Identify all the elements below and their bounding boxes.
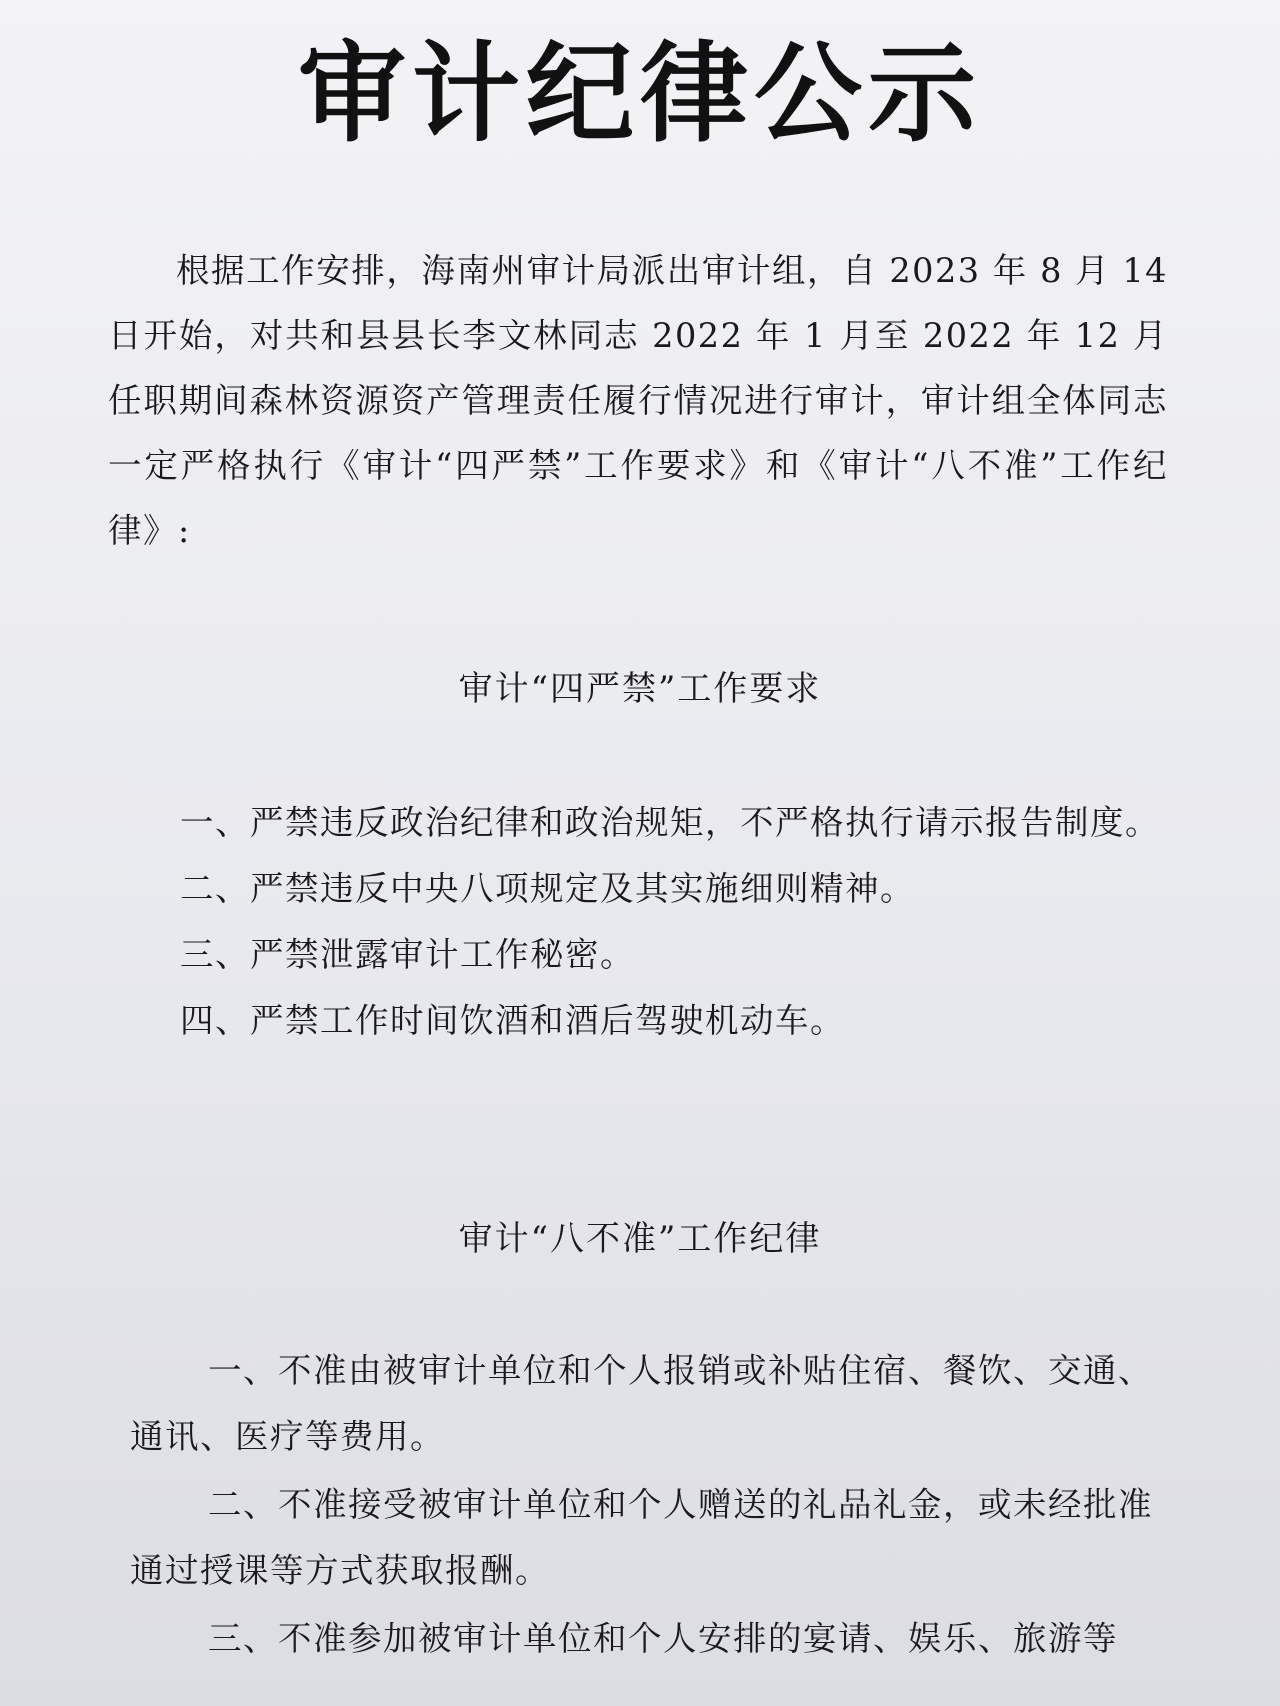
list-item: 一、严禁违反政治纪律和政治规矩，不严格执行请示报告制度。	[180, 803, 1160, 842]
section-heading-eight-rules: 审计“八不准”工作纪律	[458, 1219, 822, 1259]
list-item: 三、不准参加被审计单位和个人安排的宴请、娱乐、旅游等	[208, 1619, 1118, 1658]
section-heading-four-prohibitions: 审计“四严禁”工作要求	[458, 669, 822, 709]
eight-rules-list	[130, 1338, 1170, 1674]
four-prohibitions-list	[180, 790, 1170, 1054]
document-title: 审计纪律公示	[297, 32, 982, 157]
list-item: 二、严禁违反中央八项规定及其实施细则精神。	[180, 869, 915, 908]
list-item: 三、严禁泄露审计工作秘密。	[180, 935, 635, 974]
list-item: 二、不准接受被审计单位和个人赠送的礼品礼金，或未经批准通过授课等方式获取报酬。	[130, 1485, 1153, 1590]
intro-paragraph: 根据工作安排，海南州审计局派出审计组，自 2023 年 8 月 14 日开始，对共和县县长李文林同志 2022 年 1 月至 2022 年 12 月任职期间森林资源资产管理责任履行情况进行审计，审计组全体同志一定严格执行《审计“四严禁”工作要求》和《审计“八不准”工作纪律》:	[108, 251, 1168, 550]
list-item: 四、严禁工作时间饮酒和酒后驾驶机动车。	[180, 1001, 845, 1040]
list-item: 一、不准由被审计单位和个人报销或补贴住宿、餐饮、交通、通讯、医疗等费用。	[130, 1351, 1153, 1456]
